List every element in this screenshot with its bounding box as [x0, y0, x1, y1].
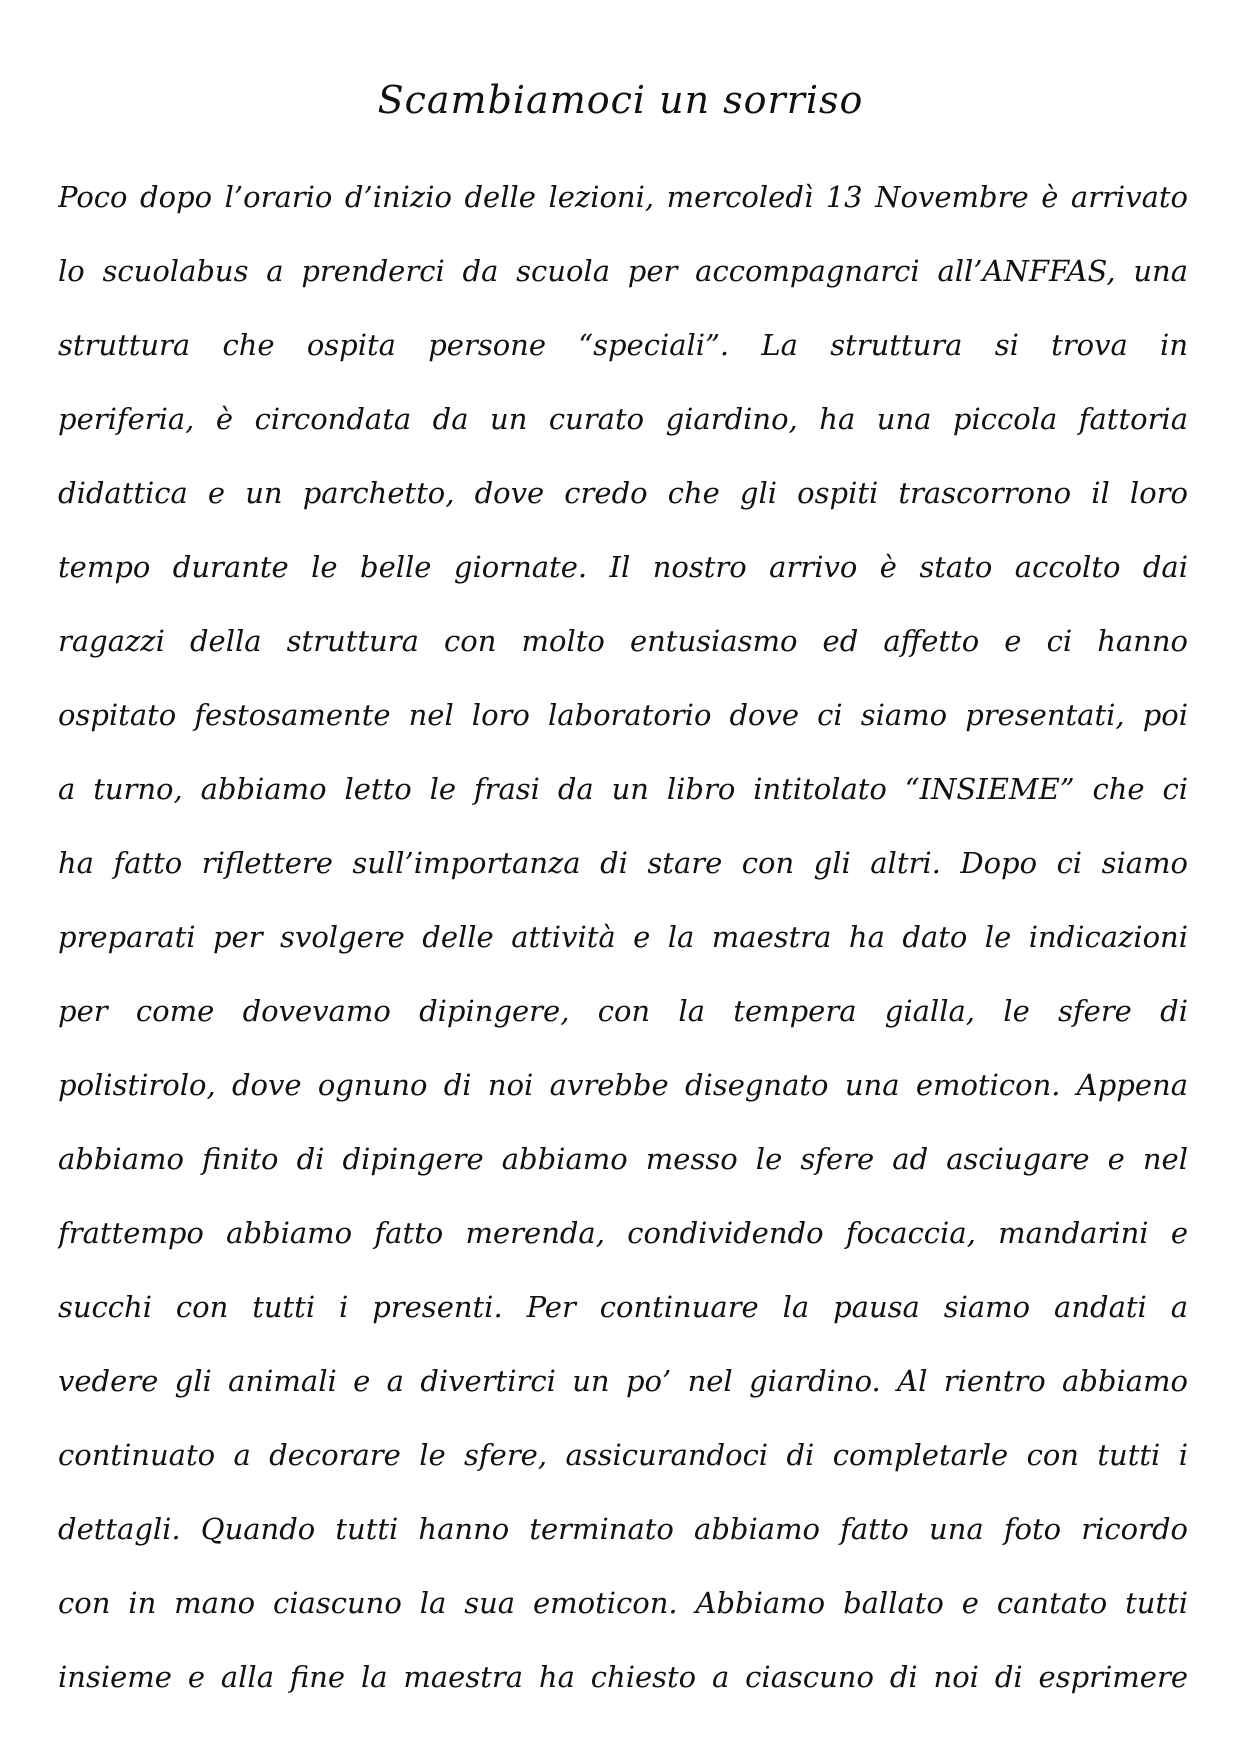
- text-line: periferia, è circondata da un curato giardino, ha una piccola fattoria: [58, 402, 1188, 436]
- text-line: Poco dopo l’orario d’inizio delle lezioni, mercoledì 13 Novembre è arrivato: [58, 180, 1188, 214]
- text-line: lo scuolabus a prenderci da scuola per accompagnarci all’ANFFAS, una: [58, 254, 1188, 288]
- text-line: per come dovevamo dipingere, con la tempera gialla, le sfere di: [58, 994, 1188, 1028]
- text-line: continuato a decorare le sfere, assicurandoci di completarle con tutti i: [58, 1438, 1188, 1472]
- page-title: Scambiamoci un sorriso: [377, 78, 864, 122]
- text-line: tempo durante le belle giornate. Il nostro arrivo è stato accolto dai: [58, 550, 1188, 584]
- text-line: vedere gli animali e a divertirci un po’ nel giardino. Al rientro abbiamo: [58, 1364, 1188, 1398]
- text-line: frattempo abbiamo fatto merenda, condividendo focaccia, mandarini e: [58, 1216, 1188, 1250]
- text-line: con in mano ciascuno la sua emoticon. Abbiamo ballato e cantato tutti: [58, 1586, 1188, 1620]
- text-line: ha fatto riflettere sull’importanza di stare con gli altri. Dopo ci siamo: [58, 846, 1188, 880]
- text-line: dettagli. Quando tutti hanno terminato abbiamo fatto una foto ricordo: [58, 1512, 1188, 1546]
- text-line: abbiamo finito di dipingere abbiamo messo le sfere ad asciugare e nel: [58, 1142, 1188, 1176]
- text-line: ragazzi della struttura con molto entusiasmo ed affetto e ci hanno: [58, 624, 1188, 658]
- text-line: preparati per svolgere delle attività e la maestra ha dato le indicazioni: [58, 920, 1188, 954]
- text-line: struttura che ospita persone “speciali”. La struttura si trova in: [58, 328, 1188, 362]
- text-line: insieme e alla fine la maestra ha chiesto a ciascuno di noi di esprimere: [58, 1660, 1188, 1694]
- body-text: [58, 160, 1188, 1714]
- text-line: ospitato festosamente nel loro laboratorio dove ci siamo presentati, poi: [58, 698, 1188, 732]
- text-line: a turno, abbiamo letto le frasi da un libro intitolato “INSIEME” che ci: [58, 772, 1188, 806]
- text-line: didattica e un parchetto, dove credo che gli ospiti trascorrono il loro: [58, 476, 1188, 510]
- text-line: polistirolo, dove ognuno di noi avrebbe disegnato una emoticon. Appena: [58, 1068, 1188, 1102]
- text-line: succhi con tutti i presenti. Per continuare la pausa siamo andati a: [58, 1290, 1188, 1324]
